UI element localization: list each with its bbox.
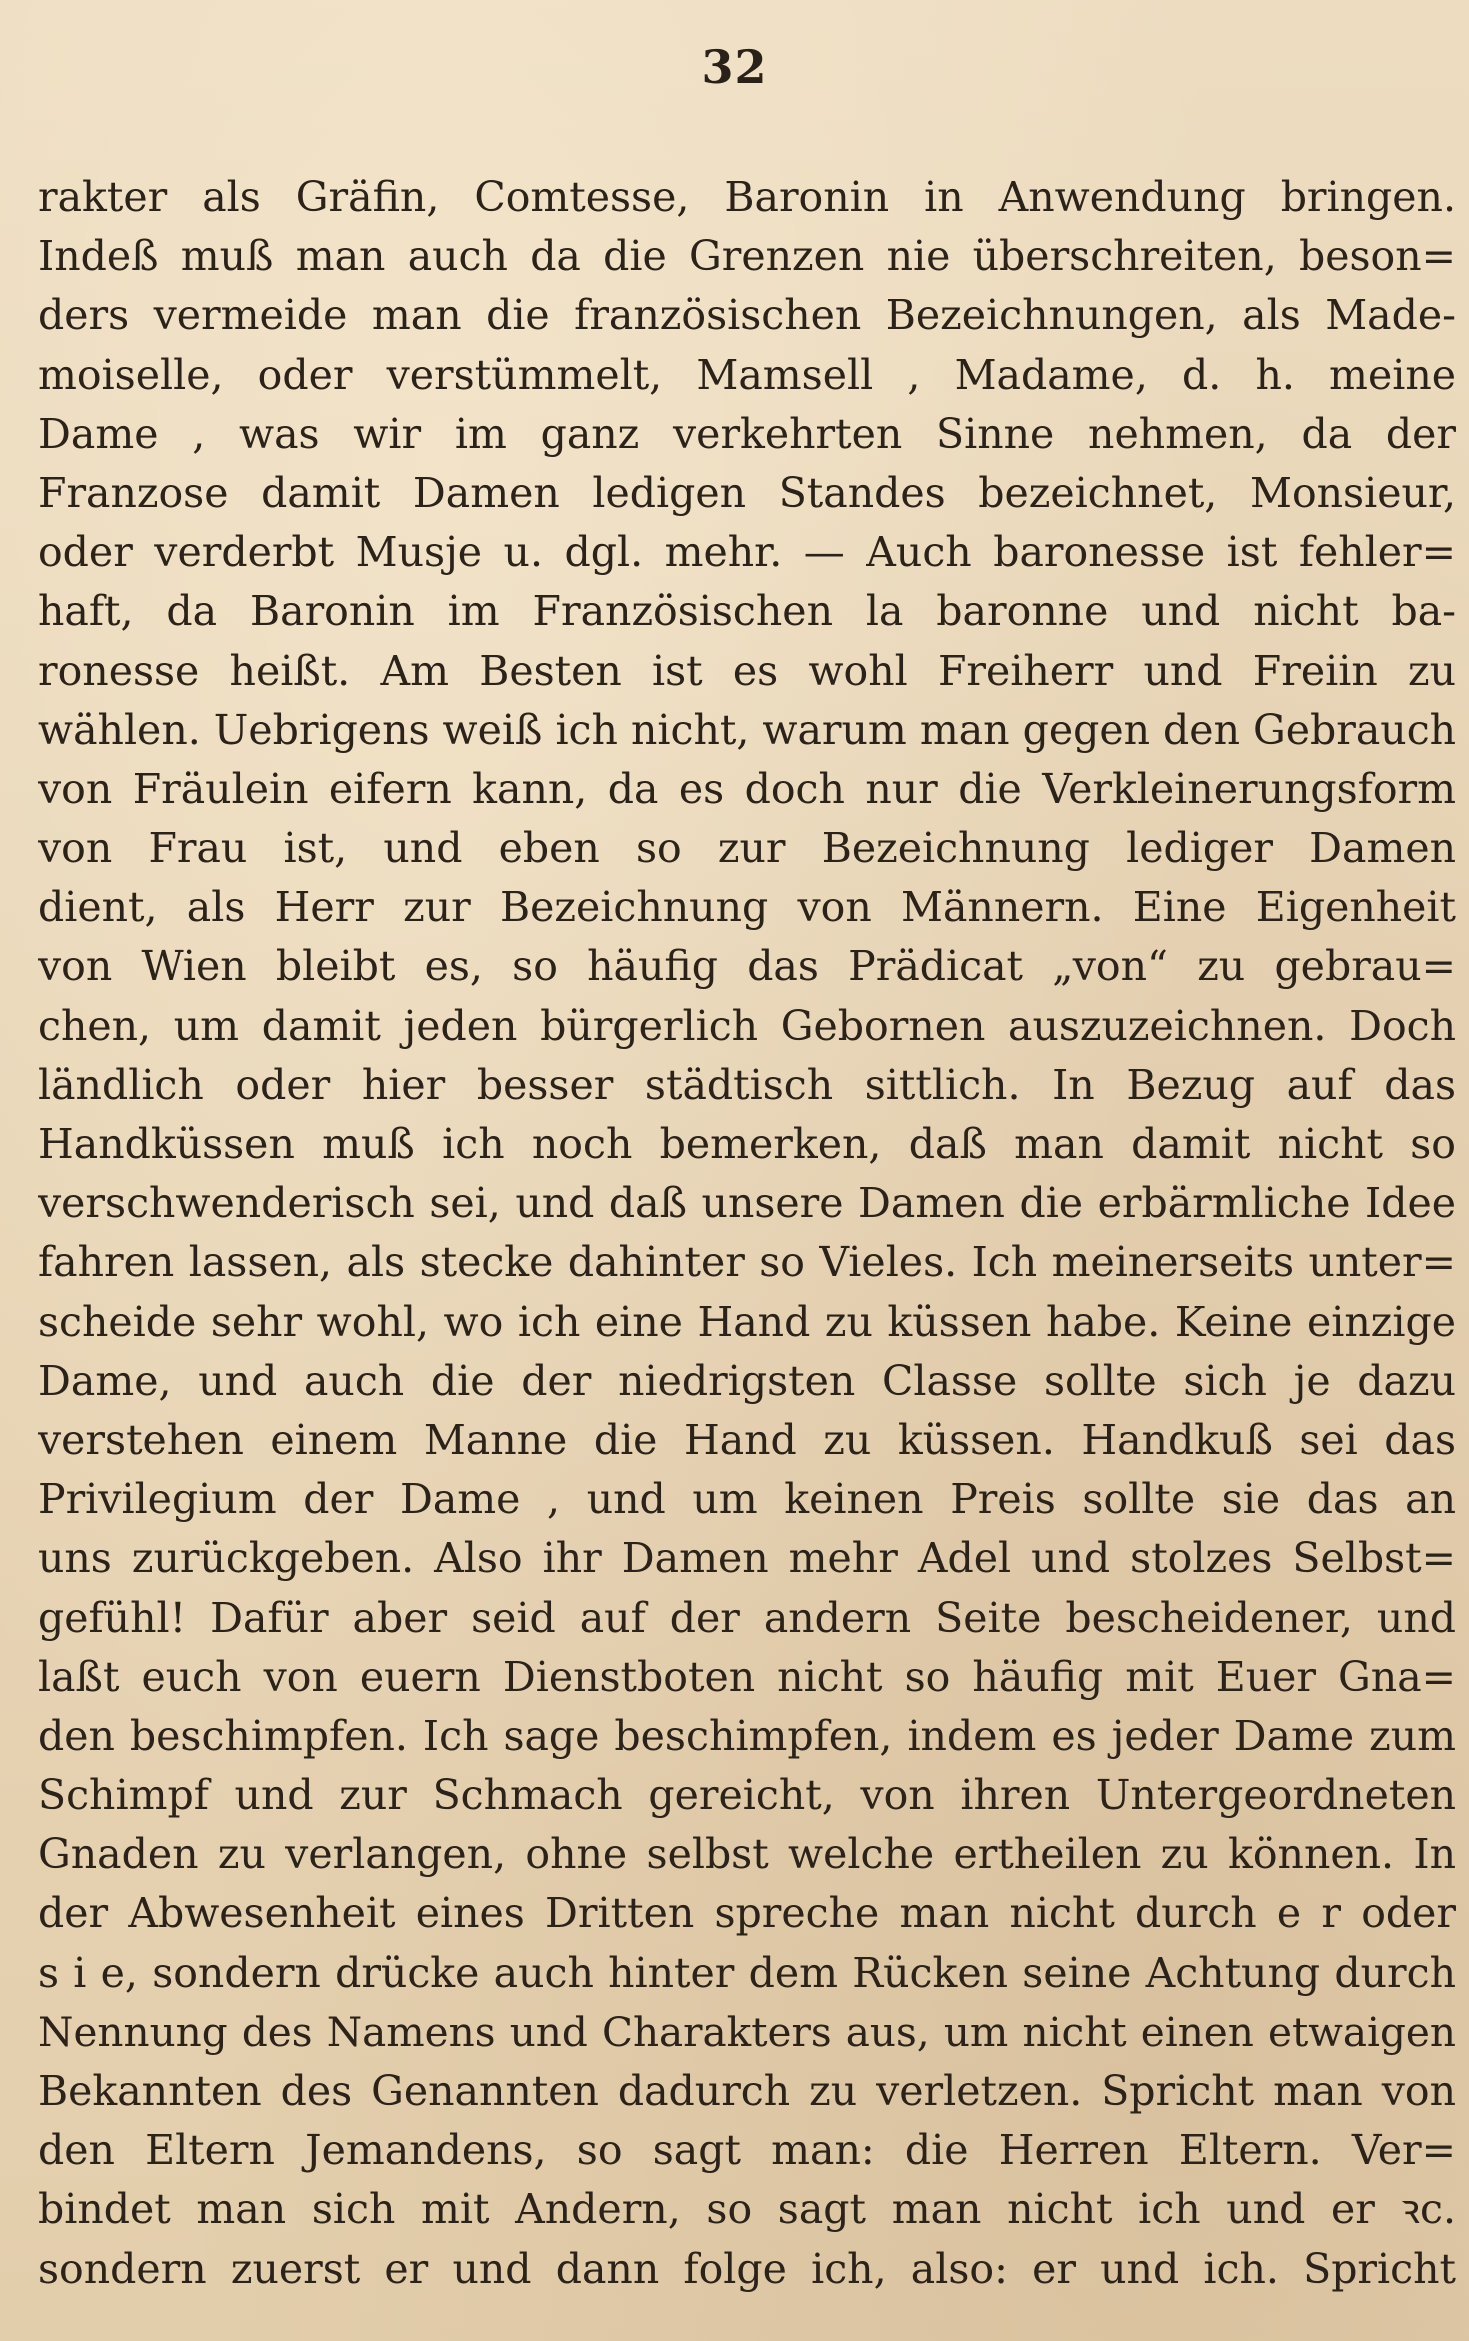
text-line: Nennung des Namens und Charakters aus, um nicht einen etwaigen xyxy=(38,2007,1456,2056)
text-line: bindet man sich mit Andern, so sagt man nicht ich und er ꝛc. xyxy=(38,2185,1456,2234)
text-line: von Wien bleibt es, so häufig das Prädicat „von“ zu gebrau= xyxy=(38,942,1456,991)
text-line: Dame , was wir im ganz verkehrten Sinne nehmen, da der xyxy=(38,409,1456,458)
text-line: haft, da Baronin im Französischen la baronne und nicht ba- xyxy=(38,587,1456,636)
text-line: der Abwesenheit eines Dritten spreche man nicht durch e r oder xyxy=(38,1889,1456,1938)
text-line: verstehen einem Manne die Hand zu küssen. Handkuß sei das xyxy=(38,1415,1456,1464)
text-line: den beschimpfen. Ich sage beschimpfen, indem es jeder Dame zum xyxy=(38,1711,1456,1760)
text-line: dient, als Herr zur Bezeichnung von Männern. Eine Eigenheit xyxy=(38,883,1456,932)
body-text xyxy=(38,168,1456,2299)
text-line: fahren lassen, als stecke dahinter so Vieles. Ich meinerseits unter= xyxy=(38,1238,1456,1287)
text-line: ronesse heißt. Am Besten ist es wohl Freiherr und Freiin zu xyxy=(38,646,1456,695)
text-line: Privilegium der Dame , und um keinen Preis sollte sie das an xyxy=(38,1475,1456,1524)
text-line: chen, um damit jeden bürgerlich Gebornen auszuzeichnen. Doch xyxy=(38,1001,1456,1050)
text-line: wählen. Uebrigens weiß ich nicht, warum man gegen den Gebrauch xyxy=(38,705,1456,754)
text-line: gefühl! Dafür aber seid auf der andern Seite bescheidener, und xyxy=(38,1593,1456,1642)
text-line: den Eltern Jemandens, so sagt man: die Herren Eltern. Ver= xyxy=(38,2126,1456,2175)
text-line: von Fräulein eifern kann, da es doch nur die Verkleinerungsform xyxy=(38,764,1456,813)
text-line: uns zurückgeben. Also ihr Damen mehr Adel und stolzes Selbst= xyxy=(38,1534,1456,1583)
text-line: oder verderbt Musje u. dgl. mehr. — Auch baronesse ist fehler= xyxy=(38,528,1456,577)
text-line: rakter als Gräfin, Comtesse, Baronin in Anwendung bringen. xyxy=(38,173,1456,221)
text-line: s i e, sondern drücke auch hinter dem Rücken seine Achtung durch xyxy=(38,1948,1456,1997)
text-line: sondern zuerst er und dann folge ich, also: er und ich. Spricht xyxy=(38,2244,1456,2293)
text-line: Indeß muß man auch da die Grenzen nie überschreiten, beson= xyxy=(38,232,1456,281)
text-line: ländlich oder hier besser städtisch sittlich. In Bezug auf das xyxy=(38,1060,1456,1109)
page-number: 32 xyxy=(701,40,768,94)
text-line: Schimpf und zur Schmach gereicht, von ihren Untergeordneten xyxy=(38,1771,1456,1820)
text-line: laßt euch von euern Dienstboten nicht so häufig mit Euer Gna= xyxy=(38,1652,1456,1701)
text-line: ders vermeide man die französischen Bezeichnungen, als Made- xyxy=(38,291,1456,340)
text-line: verschwenderisch sei, und daß unsere Damen die erbärmliche Idee xyxy=(38,1179,1456,1228)
text-line: von Frau ist, und eben so zur Bezeichnung lediger Damen xyxy=(38,824,1456,873)
text-line: Dame, und auch die der niedrigsten Classe sollte sich je dazu xyxy=(38,1356,1456,1405)
text-line: moiselle, oder verstümmelt, Mamsell , Madame, d. h. meine xyxy=(38,350,1456,399)
text-line: Handküssen muß ich noch bemerken, daß man damit nicht so xyxy=(38,1120,1456,1168)
text-line: Gnaden zu verlangen, ohne selbst welche ertheilen zu können. In xyxy=(38,1830,1456,1879)
text-line: scheide sehr wohl, wo ich eine Hand zu küssen habe. Keine einzige xyxy=(38,1297,1456,1346)
text-line: Franzose damit Damen ledigen Standes bezeichnet, Monsieur, xyxy=(38,468,1456,517)
text-line: Bekannten des Genannten dadurch zu verletzen. Spricht man von xyxy=(38,2067,1456,2115)
